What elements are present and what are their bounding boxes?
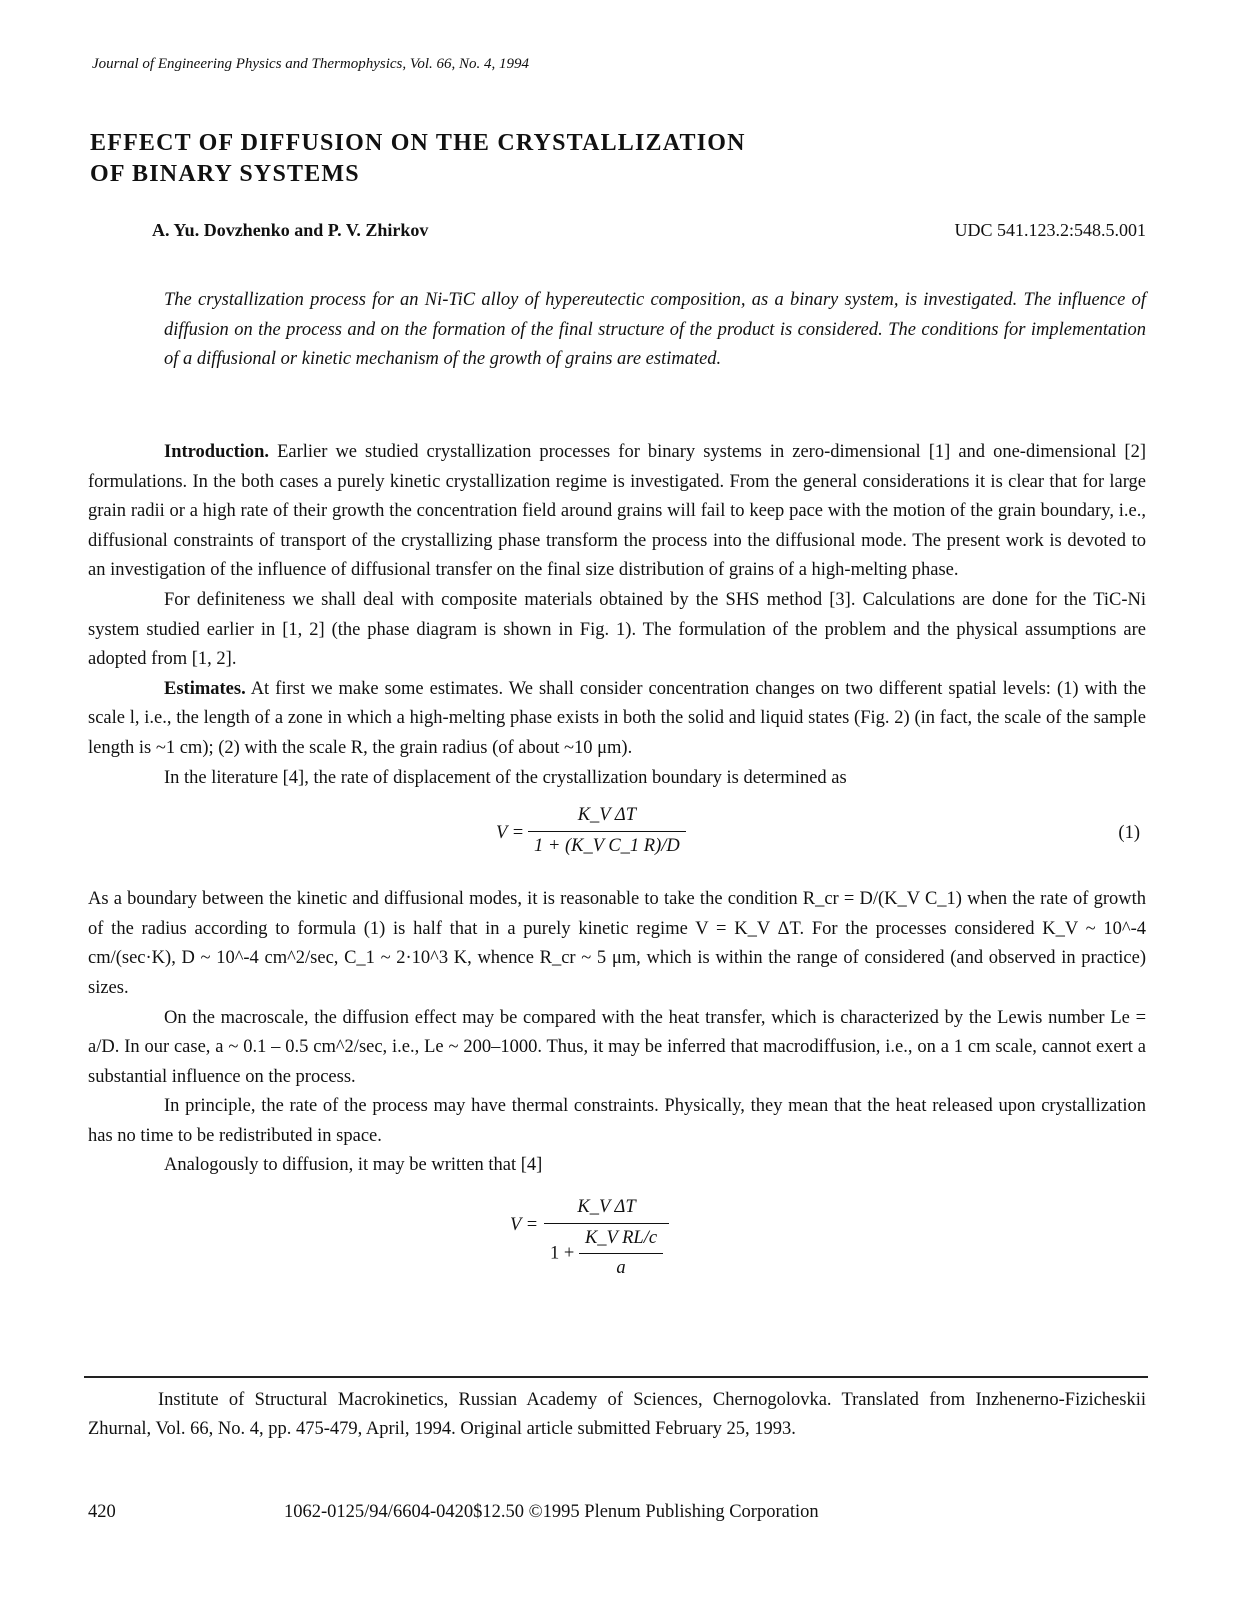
paragraph: For definiteness we shall deal with composite materials obtained by the SHS method [3]. Calculations are done for the TiC-Ni system studied earlier in [1, 2] (the phase diagram is shown in Fig. 1). The formulation of the problem and the physical assumptions are adopted from [1, 2]. [88, 589, 1146, 670]
equation-1 [88, 793, 1146, 885]
equation-2-numerator: K_V ΔT [544, 1193, 669, 1224]
paper-title [90, 128, 990, 190]
journal-header: Journal of Engineering Physics and Thermophysics, Vol. 66, No. 4, 1994 [92, 56, 530, 72]
equation-1-numerator: K_V ΔT [528, 801, 686, 832]
equation-2-fraction [544, 1193, 669, 1284]
paragraph: As a boundary between the kinetic and diffusional modes, it is reasonable to take the condition R_cr = D/(K_V C_1) when the rate of growth of the radius according to formula (1) is half that in a purely kinetic regime V = K_V ΔT. For the processes considered K_V ~ 10^-4 cm/(sec·K), D ~ 10^-4 cm^2/sec, C_1 ~ 2·10^3 K, whence R_cr ~ 5 μm, which is within the range of considered (and observed in practice) sizes. [88, 889, 1146, 998]
footnote-rule [84, 1376, 1148, 1378]
abstract: The crystallization process for an Ni-TiC alloy of hypereutectic composition, as a binary system, is investigated. The influence of diffusion on the process and on the formation of the final structure of the product is considered. The conditions for implementation of a diffusional or kinetic mechanism of the growth of grains are estimated. [164, 290, 1146, 369]
paragraph-text: Earlier we studied crystallization processes for binary systems in zero-dimensional [1] and one-dimensional [2] formulations. In the both cases a purely kinetic crystallization regime is investigated. From the general considerations it is clear that for large grain radii or a high rate of their growth the concentration field around grains will fail to keep pace with the motion of the grain boundary, i.e., diffusional constraints of transport of the crystallizing phase transform the process into the diffusional mode. The present work is devoted to an investigation of the influence of diffusional transfer on the final size distribution of grains of a high-melting phase. [88, 442, 1147, 581]
equation-1-denominator: 1 + (K_V C_1 R)/D [534, 835, 680, 856]
paragraph-estimates [88, 675, 1146, 764]
equation-2-inner-numerator: K_V RL/c [579, 1224, 663, 1255]
title-line-1: EFFECT OF DIFFUSION ON THE CRYSTALLIZATION [90, 130, 746, 156]
paragraph: Analogously to diffusion, it may be written that [4] [164, 1155, 543, 1176]
copyright-line: 1062-0125/94/6604-0420$12.50 ©1995 Plenum Publishing Corporation [284, 1502, 819, 1522]
paragraph-text: At first we make some estimates. We shall consider concentration changes on two different spatial levels: (1) with the scale l, i.e., the length of a zone in which a high-melting phase exists in both the solid and liquid states (Fig. 2) (in fact, the scale of the sample length is ~1 cm); (2) with the scale R, the grain radius (of about ~10 μm). [88, 678, 1146, 758]
footnote: Institute of Structural Macrokinetics, Russian Academy of Sciences, Chernogolovka. Translated from Inzhenerno-Fizicheskii Zhurnal, Vol. 66, No. 4, pp. 475-479, April, 1994. Original article submitted February 25, 1993. [88, 1390, 1146, 1439]
paragraph: On the macroscale, the diffusion effect may be compared with the heat transfer, which is characterized by the Lewis number Le = a/D. In our case, a ~ 0.1 – 0.5 cm^2/sec, i.e., Le ~ 200–1000. Thus, it may be inferred that macrodiffusion, i.e., on a 1 cm scale, cannot exert a substantial influence on the process. [88, 1007, 1146, 1087]
paragraph: In principle, the rate of the process may have thermal constraints. Physically, they mean that the heat released upon crystallization has no time to be redistributed in space. [88, 1096, 1146, 1146]
equation-1-label: (1) [1118, 823, 1140, 844]
equation-2-inner-fraction [579, 1224, 663, 1284]
section-heading-estimates: Estimates. [164, 678, 246, 699]
page-number: 420 [88, 1502, 116, 1522]
authors: A. Yu. Dovzhenko and P. V. Zhirkov [152, 220, 429, 240]
equation-2-denominator-prefix: 1 + [550, 1243, 575, 1263]
title-line-2: OF BINARY SYSTEMS [90, 161, 360, 187]
section-heading-introduction: Introduction. [164, 442, 270, 462]
equation-2-lhs: V = [510, 1215, 539, 1236]
body-text [88, 438, 1146, 1291]
paragraph: In the literature [4], the rate of displacement of the crystallization boundary is determined as [164, 767, 847, 788]
udc-code: UDC 541.123.2:548.5.001 [954, 220, 1146, 240]
equation-1-lhs: V = [496, 823, 525, 844]
paragraph-introduction [88, 438, 1146, 586]
equation-2 [88, 1181, 1146, 1291]
equation-2-inner-denominator: a [616, 1258, 626, 1279]
equation-2-denominator [544, 1224, 669, 1284]
equation-1-fraction [528, 801, 686, 861]
